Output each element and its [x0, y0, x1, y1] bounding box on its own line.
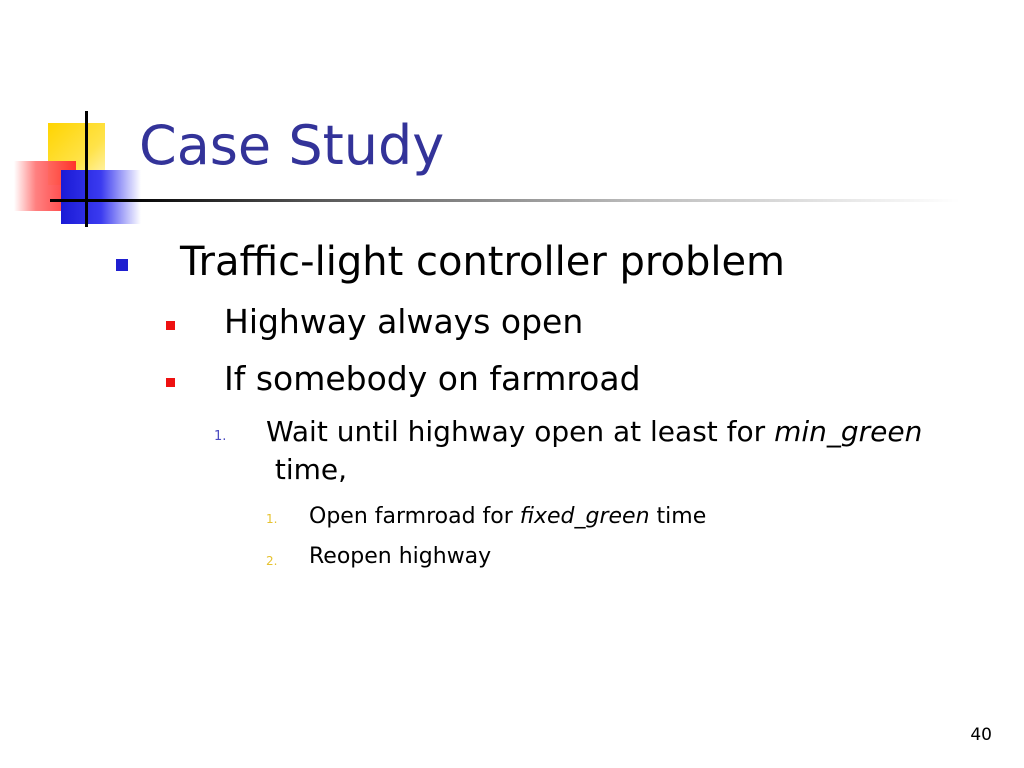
item-text: time	[649, 504, 707, 529]
list-number: 1.	[266, 512, 278, 526]
logo-blue-block	[61, 170, 141, 224]
logo-vertical-line	[85, 111, 88, 227]
bullet-level2-text: Highway always open	[224, 302, 584, 341]
bullet-level2-text: If somebody on farmroad	[224, 359, 641, 398]
square-bullet-icon	[166, 378, 175, 387]
list-number: 1.	[214, 429, 227, 444]
title-underline	[50, 199, 960, 202]
item-text-italic: fixed_green	[519, 504, 650, 529]
bullet-level1-text: Traffic-light controller problem	[180, 239, 786, 285]
item-text: Reopen highway	[309, 544, 492, 569]
square-bullet-icon	[166, 321, 175, 330]
numbered-item-level4	[309, 542, 491, 572]
page-number: 40	[970, 725, 992, 745]
item-text: Wait until highway open at least for	[266, 415, 775, 448]
list-number: 2.	[266, 554, 278, 568]
item-text-italic: min_green	[774, 415, 923, 448]
slide-title: Case Study	[139, 114, 445, 177]
numbered-item-level4	[309, 502, 706, 532]
square-bullet-icon	[116, 259, 128, 271]
item-text: Open farmroad for	[309, 504, 520, 529]
numbered-item-level3	[266, 413, 996, 489]
item-text: time,	[266, 453, 348, 486]
